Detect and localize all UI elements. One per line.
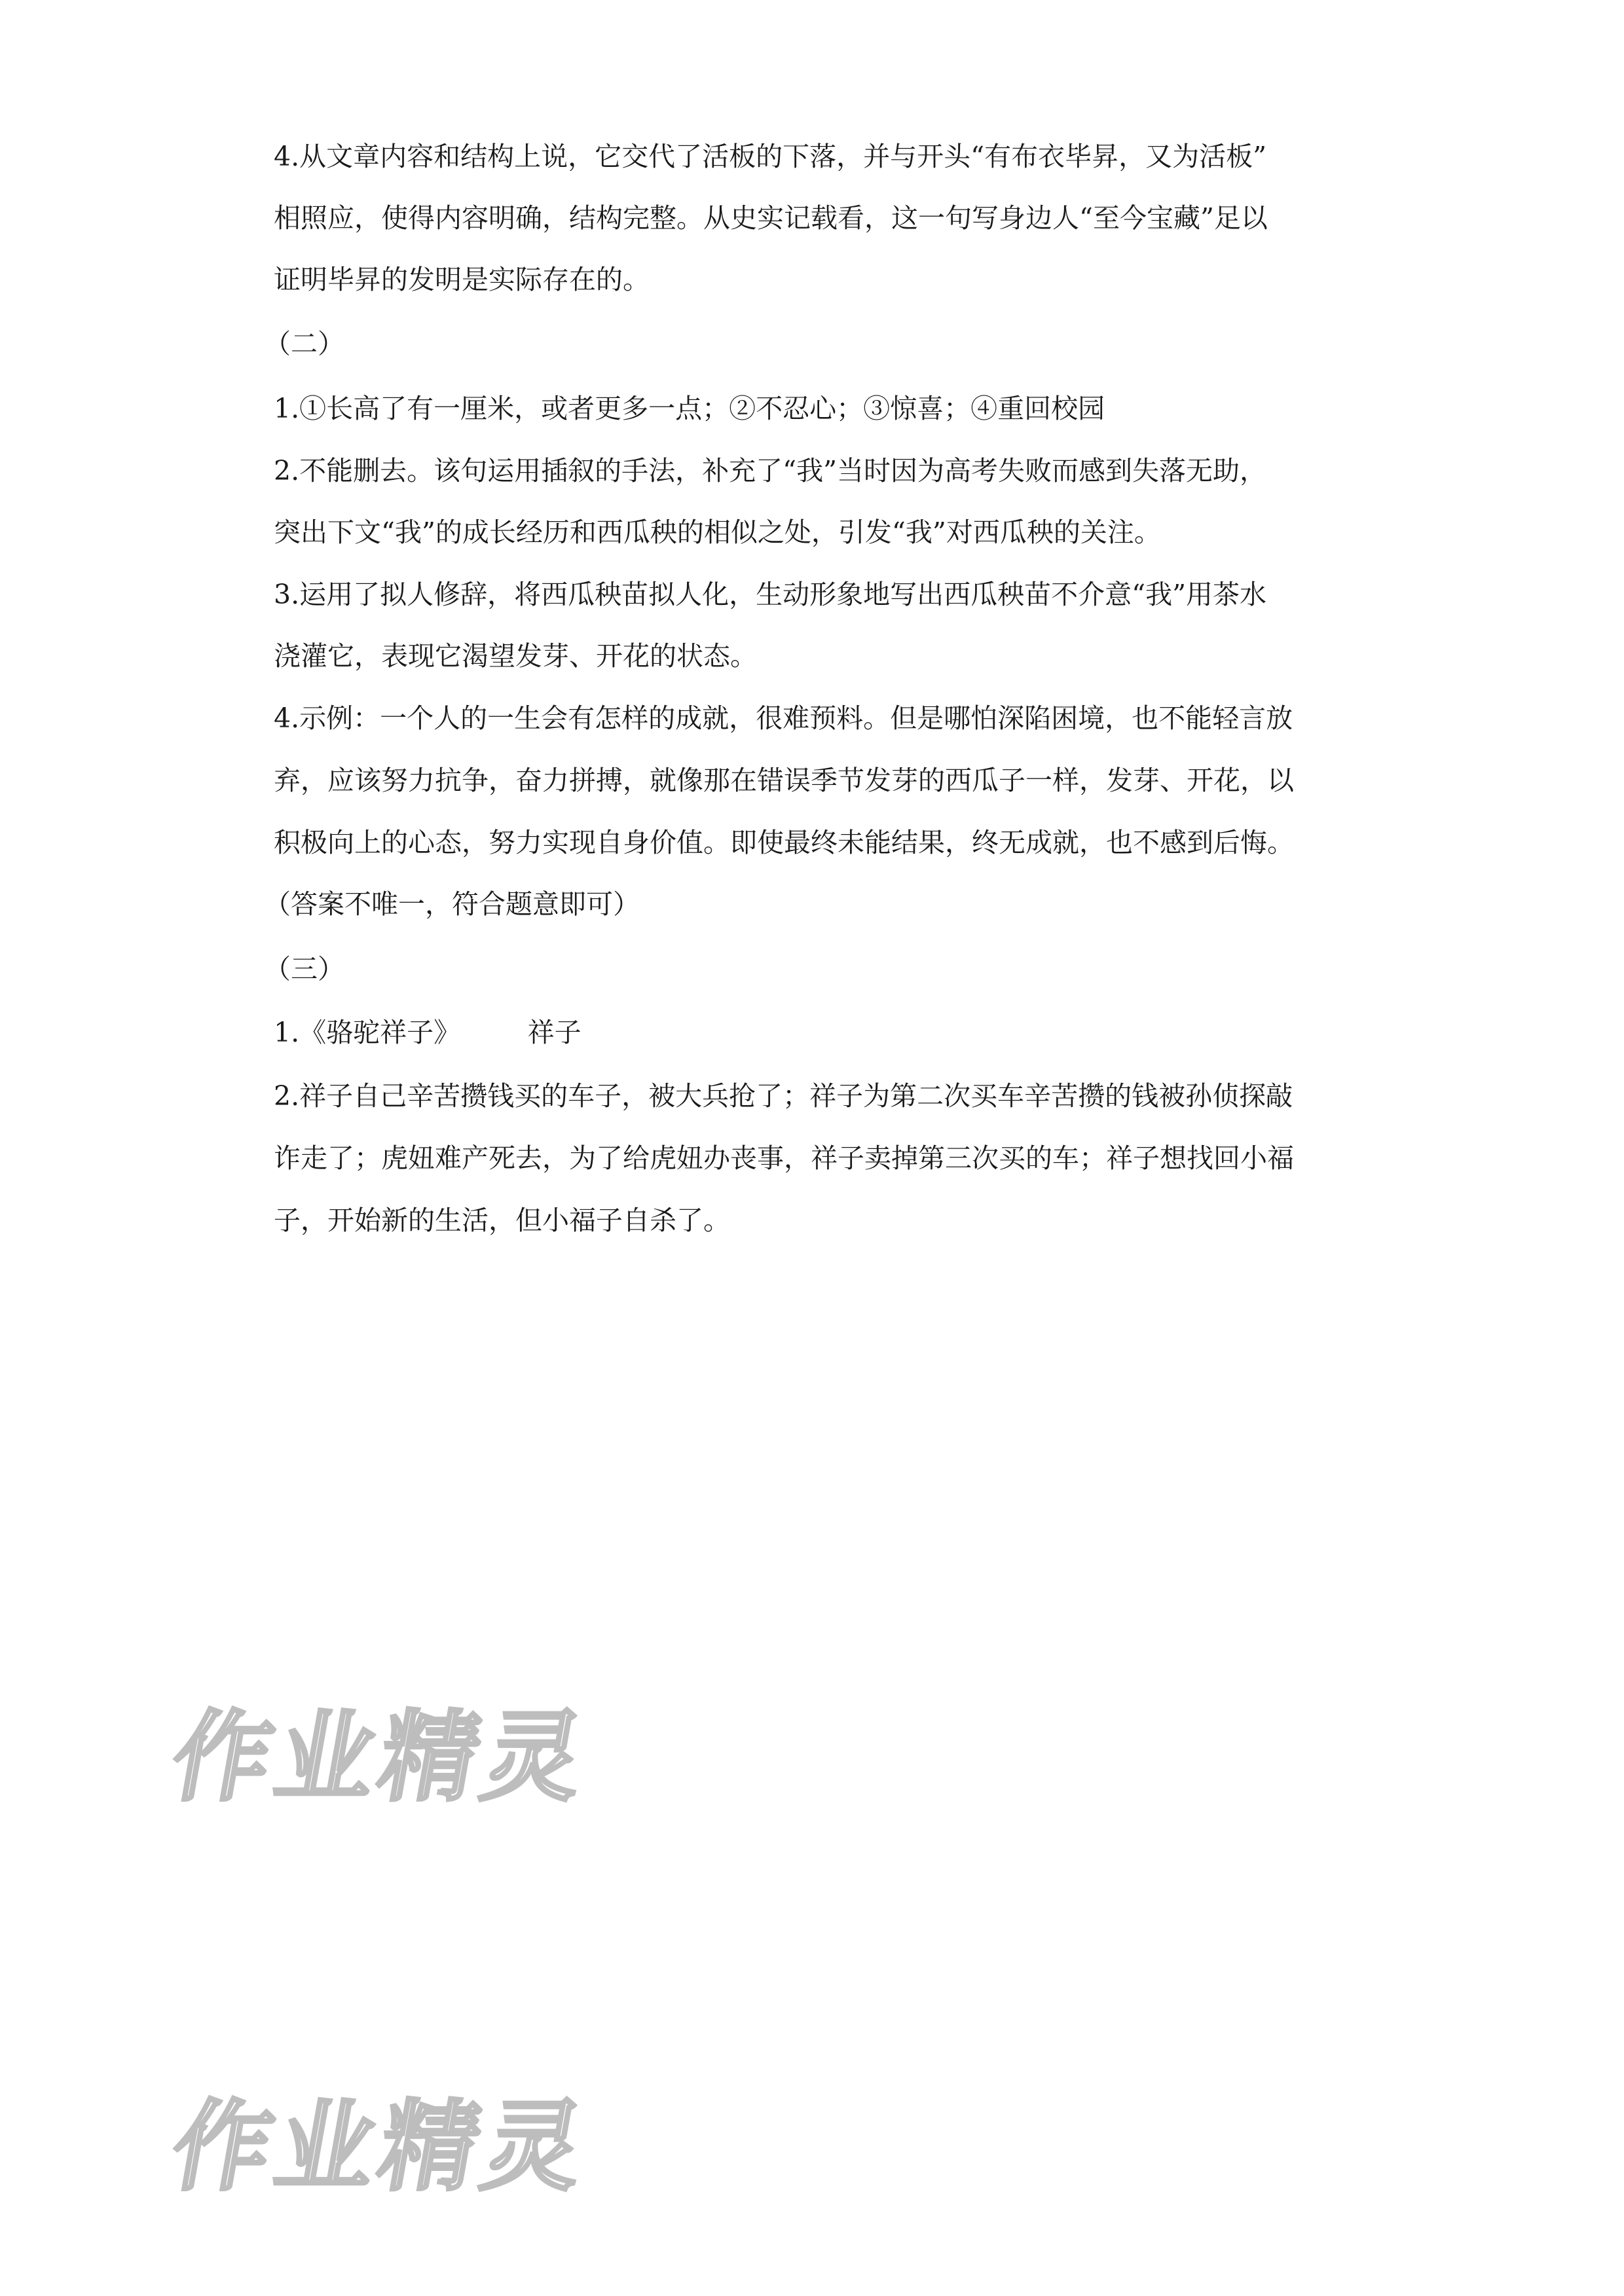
text-line: 诈走了；虎妞难产死去，为了给虎妞办丧事，祥子卖掉第三次买的车；祥子想找回小福: [274, 1142, 1294, 1174]
text-line: 4.从文章内容和结构上说，它交代了活板的下落，并与开头“有布衣毕昇，又为活板”: [274, 141, 1267, 172]
text-line: 3.运用了拟人修辞，将西瓜秧苗拟人化，生动形象地写出西瓜秧苗不介意“我”用茶水: [274, 579, 1267, 610]
text-line: 4.示例：一个人的一生会有怎样的成就，很难预料。但是哪怕深陷困境，也不能轻言放: [274, 702, 1293, 734]
text-line: 浇灌它，表现它渴望发芽、开花的状态。: [274, 640, 757, 672]
watermark: 作业精灵: [163, 1701, 598, 1815]
text-line: （答案不唯一，符合题意即可）: [264, 888, 640, 920]
text-line: 1.①长高了有一厘米，或者更多一点；②不忍心；③惊喜；④重回校园: [274, 393, 1105, 424]
text-line: 2.祥子自己辛苦攒钱买的车子，被大兵抢了；祥子为第二次买车辛苦攒的钱被孙侦探敲: [274, 1080, 1293, 1112]
text-line: 积极向上的心态，努力实现自身价值。即使最终未能结果，终无成就，也不感到后悔。: [274, 827, 1294, 858]
text-line: 相照应，使得内容明确，结构完整。从史实记载看，这一句写身边人“至今宝藏”足以: [274, 202, 1268, 234]
watermark: 作业精灵: [163, 2090, 598, 2204]
text-line: 1.《骆驼祥子》 祥子: [274, 1017, 581, 1048]
text-line: 子，开始新的生活，但小福子自杀了。: [274, 1205, 730, 1236]
text-line: 2.不能删去。该句运用插叙的手法，补充了“我”当时因为高考失败而感到失落无助，: [274, 455, 1267, 486]
text-line: 弃，应该努力抗争，奋力拼搏，就像那在错误季节发芽的西瓜子一样，发芽、开花，以: [274, 765, 1294, 796]
section-heading: （二）: [264, 328, 344, 359]
text-line: 证明毕昇的发明是实际存在的。: [274, 264, 650, 295]
text-line: 突出下文“我”的成长经历和西瓜秧的相似之处，引发“我”对西瓜秧的关注。: [274, 517, 1161, 548]
section-heading: （三）: [264, 953, 344, 985]
